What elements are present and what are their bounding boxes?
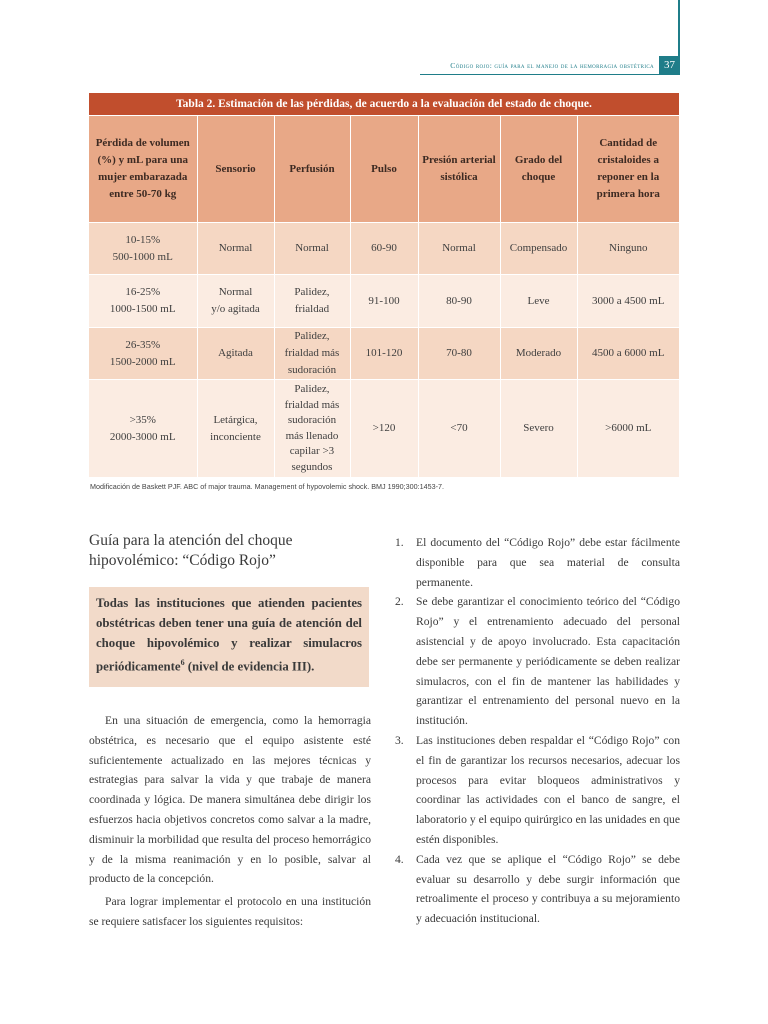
column-header: Perfusión	[274, 116, 350, 223]
table-cell: 70-80	[418, 328, 500, 380]
body-paragraph: En una situación de emergencia, como la hemorragia obstétrica, es necesario que el equipo asistente esté suficientemente actualizado en las mejores técnicas y estrategias para salvar la vida y que trabaje de manera coordinada y lógica. De manera simultánea debe dirigir los esfuerzos hacia objetivos concretos como salvar a la madre, disminuir la morbilidad que resulta del proceso hemorrágico y de la misma reanimación y en lo posible, salvar al producto de la concepción.	[89, 714, 371, 886]
requirement-item	[395, 850, 680, 929]
table-cell: >6000 mL	[577, 380, 679, 478]
callout-text	[96, 593, 362, 676]
teal-margin-rule	[678, 0, 680, 64]
table-cell: Palidez, frialdad más sudoración más llenado capilar >3 segundos	[274, 380, 350, 478]
requirement-number: 1.	[395, 536, 404, 549]
requirement-item	[395, 731, 680, 850]
table-row	[89, 223, 679, 275]
requirement-number: 3.	[395, 733, 404, 747]
table-header-row	[89, 116, 679, 223]
body-paragraph: Para lograr implementar el protocolo en una institución se requiere satisfacer los siguientes requisitos:	[89, 895, 371, 928]
section-title: Guía para la atención del choque hipovolémico: “Código Rojo”	[89, 532, 293, 569]
table-row	[89, 328, 679, 380]
table-cell: 4500 a 6000 mL	[577, 328, 679, 380]
table-cell: Compensado	[500, 223, 577, 275]
requirement-item	[395, 533, 680, 592]
table-title: Tabla 2. Estimación de las pérdidas, de acuerdo a la evaluación del estado de choque.	[89, 93, 679, 116]
table-cell: Agitada	[197, 328, 274, 380]
requirement-text: Cada vez que se aplique el “Código Rojo” se debe evaluar su desarrollo y debe surgir información que retroalimente el proceso y contribuya a su mejoramiento y adecuación institucional.	[416, 852, 680, 926]
table-row	[89, 380, 679, 478]
table-cell: 26-35% 1500-2000 mL	[89, 328, 197, 380]
table-cell: Normal	[274, 223, 350, 275]
shock-estimation-table	[89, 93, 679, 478]
requirement-item	[395, 592, 680, 731]
table-cell: Leve	[500, 275, 577, 328]
column-header: Pulso	[350, 116, 418, 223]
table-cell: Letárgica, inconciente	[197, 380, 274, 478]
column-header: Presión arterial sistólica	[418, 116, 500, 223]
table-cell: 101-120	[350, 328, 418, 380]
recommendation-callout	[89, 587, 369, 687]
page-number: 37	[659, 56, 680, 74]
table-cell: 16-25% 1000-1500 mL	[89, 275, 197, 328]
header-rule	[420, 74, 680, 75]
table-cell: >120	[350, 380, 418, 478]
table-cell: Palidez, frialdad	[274, 275, 350, 328]
column-header: Cantidad de cristaloides a reponer en la primera hora	[577, 116, 679, 223]
callout-reference: 6	[180, 658, 185, 667]
requirements-list	[395, 533, 680, 929]
column-header: Pérdida de volumen (%) y mL para una mujer embarazada entre 50-70 kg	[89, 116, 197, 223]
table-row	[89, 275, 679, 328]
column-header: Grado del choque	[500, 116, 577, 223]
requirement-text: Se debe garantizar el conocimiento teórico del “Código Rojo” y el entrenamiento adecuado del personal asistencial y de apoyo involucrado. Esta capacitación debe ser permanente y periódicamente se deben realizar simulacros, con el fin de mantener las habilidades y garantizar el entrenamiento del personal nuevo en la institución.	[416, 595, 680, 728]
requirement-number: 4.	[395, 852, 404, 866]
body-text-left	[89, 711, 371, 932]
table-cell: Normal y/o agitada	[197, 275, 274, 328]
table-cell: Normal	[197, 223, 274, 275]
requirement-text: Las instituciones deben respaldar el “Código Rojo” con el fin de garantizar los recursos necesarios, adecuar los procesos para evitar bloqueos administrativos y coordinar las actividades con el banco de sangre, el laboratorio y el equipo quirúrgico en las unidades en que estén disponibles.	[416, 733, 680, 846]
table-cell: Severo	[500, 380, 577, 478]
table-cell: <70	[418, 380, 500, 478]
table-body	[89, 223, 679, 478]
callout-main: Todas las instituciones que atienden pacientes obstétricas deben tener una guía de atención del choque hipovolémico y realizar simulacros periódicamente	[96, 596, 362, 674]
table-cell: 91-100	[350, 275, 418, 328]
table-cell: Normal	[418, 223, 500, 275]
table-cell: Ninguno	[577, 223, 679, 275]
callout-evidence: (nivel de evidencia III).	[184, 659, 315, 674]
running-head: Código rojo: guía para el manejo de la hemorragia obstétrica	[450, 61, 654, 70]
table-source-note: Modificación de Baskett PJF. ABC of major trauma. Management of hypovolemic shock. BMJ 1990;300:1453-7.	[90, 482, 444, 491]
table-cell: Moderado	[500, 328, 577, 380]
requirement-number: 2.	[395, 595, 404, 609]
table-cell: >35% 2000-3000 mL	[89, 380, 197, 478]
table-cell: 80-90	[418, 275, 500, 328]
table-cell: Palidez, frialdad más sudoración	[274, 328, 350, 380]
requirement-text: El documento del “Código Rojo” debe estar fácilmente disponible para que sea material de consulta permanente.	[416, 536, 680, 589]
table-cell: 3000 a 4500 mL	[577, 275, 679, 328]
table-cell: 60-90	[350, 223, 418, 275]
table-cell: 10-15% 500-1000 mL	[89, 223, 197, 275]
column-header: Sensorio	[197, 116, 274, 223]
